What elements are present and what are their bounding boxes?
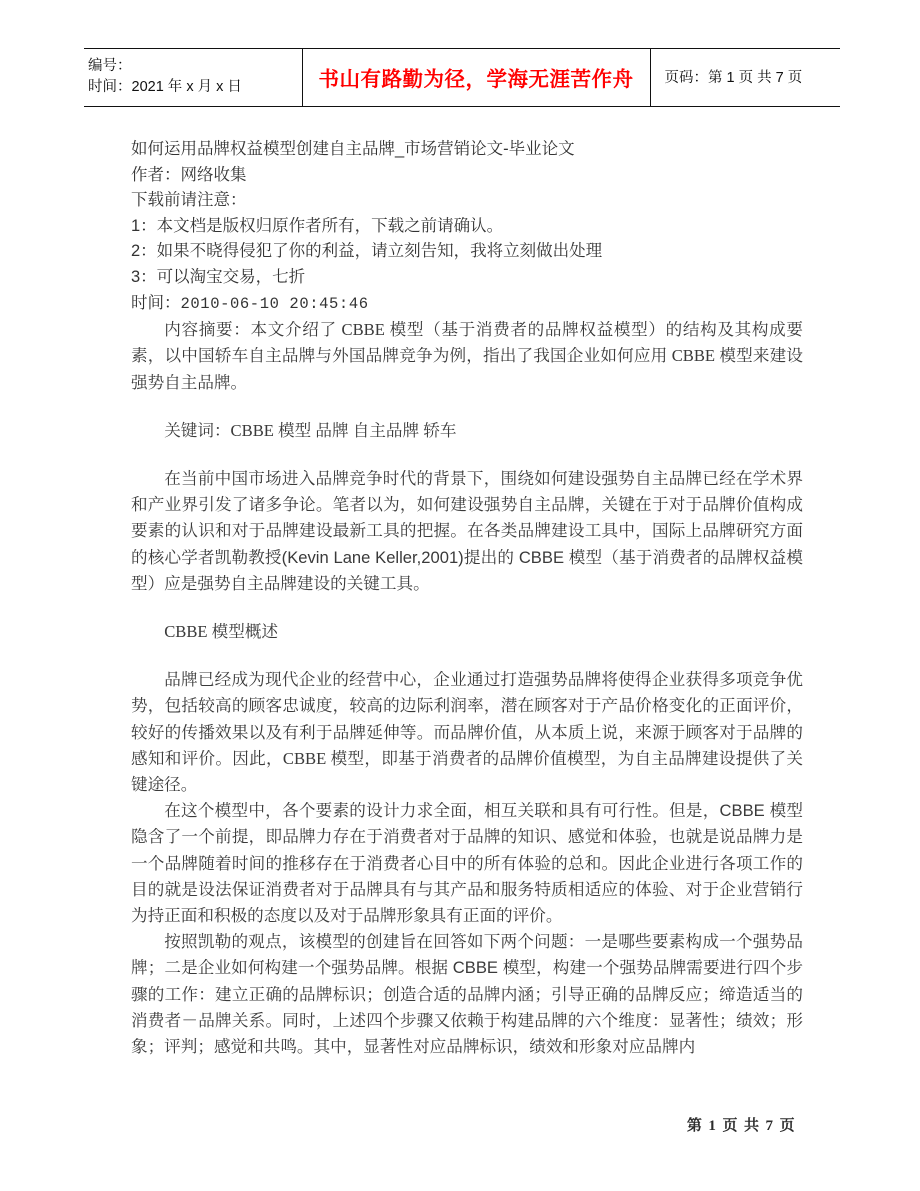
download-notice-heading: 下载前请注意： — [131, 191, 247, 210]
timestamp-label: 时间： — [131, 293, 181, 312]
spacer — [131, 396, 803, 418]
download-notice-item-3: 3：可以淘宝交易，七折 — [131, 267, 306, 286]
body-paragraph-2: 品牌已经成为现代企业的经营中心，企业通过打造强势品牌将使得企业获得多项竞争优势，包括较高的顾客忠诚度，较高的边际利润率，潜在顾客对于产品价格变化的正面评价，较好的传播效果以及有利于品牌延伸等。而品牌价值，从本质上说，来源于顾客对于品牌的感知和评价。因此，CBBE 模型，即基于消费者的品牌价值模型，为自主品牌建设提供了关键途径。 — [131, 670, 803, 794]
body-paragraph-3: 在这个模型中，各个要素的设计力求全面，相互关联和具有可行性。但是，CBBE 模型隐含了一个前提，即品牌力存在于消费者对于品牌的知识、感觉和体验，也就是说品牌力是一个品牌随着时间的推移存在于消费者心目中的所有体验的总和。因此企业进行各项工作的目的就是设法保证消费者对于品牌具有与其产品和服务特质相适应的体验、对于企业营销行为持正面和积极的态度以及对于品牌形象具有正面的评价。 — [131, 801, 803, 926]
spacer — [131, 645, 803, 667]
header-cell-meta — [84, 49, 302, 107]
header-cell-slogan — [302, 49, 650, 107]
document-header-table — [84, 48, 840, 107]
header-slogan: 书山有路勤为径，学海无涯苦作舟 — [318, 68, 634, 91]
spacer — [131, 444, 803, 466]
header-number-label: 编号： — [88, 57, 132, 74]
spacer — [131, 597, 803, 619]
body-paragraph-1: 在当前中国市场进入品牌竞争时代的背景下，围绕如何建设强势自主品牌已经在学术界和产业界引发了诸多争论。笔者以为，如何建设强势自主品牌，关键在于对于品牌价值构成要素的认识和对于品牌建设最新工具的把握。在各类品牌建设工具中，国际上品牌研究方面的核心学者凯勒教授(Kevin Lane Keller,2001)提出的 CBBE 模型（基于消费者的品牌权益模型）应是强势自主品牌建设的关键工具。 — [131, 468, 803, 593]
header-date-label: 时间：2021 年 x 月 x 日 — [88, 78, 242, 95]
document-title: 如何运用品牌权益模型创建自主品牌_市场营销论文-毕业论文 — [131, 140, 575, 158]
body-paragraph-4: 按照凯勒的观点，该模型的创建旨在回答如下两个问题：一是哪些要素构成一个强势品牌；二是企业如何构建一个强势品牌。根据 CBBE 模型，构建一个强势品牌需要进行四个步骤的工作：建立正确的品牌标识；创造合适的品牌内涵；引导正确的品牌反应；缔造适当的消费者－品牌关系。同时，上述四个步骤又依赖于构建品牌的六个维度：显著性；绩效；形象；评判；感觉和共鸣。其中，显著性对应品牌标识，绩效和形象对应品牌内 — [131, 932, 803, 1057]
keywords-line: 关键词：CBBE 模型 品牌 自主品牌 轿车 — [164, 420, 457, 440]
section-heading-cbbe-overview: CBBE 模型概述 — [164, 621, 279, 641]
download-notice-item-2: 2：如果不晓得侵犯了你的利益，请立刻告知，我将立刻做出处理 — [131, 242, 603, 261]
header-page-label: 页码：第 1 页 共 7 页 — [664, 70, 803, 86]
download-notice-item-1: 1：本文档是版权归原作者所有，下载之前请确认。 — [131, 216, 504, 235]
footer-inner — [82, 1114, 838, 1135]
footer-page-number: 第 1 页 共 7 页 — [686, 1118, 796, 1134]
timestamp-value: 2010-06-10 20:45:46 — [180, 294, 369, 313]
document-author: 作者：网络收集 — [131, 165, 247, 184]
document-body — [131, 137, 803, 1060]
header-cell-pagenum — [650, 49, 840, 107]
document-footer — [0, 1114, 920, 1135]
abstract-paragraph: 内容摘要：本文介绍了 CBBE 模型（基于消费者的品牌权益模型）的结构及其构成要素，以中国轿车自主品牌与外国品牌竞争为例，指出了我国企业如何应用 CBBE 模型来建设强势自主品牌。 — [131, 320, 803, 392]
document-timestamp — [131, 291, 803, 318]
header-row — [84, 49, 840, 107]
